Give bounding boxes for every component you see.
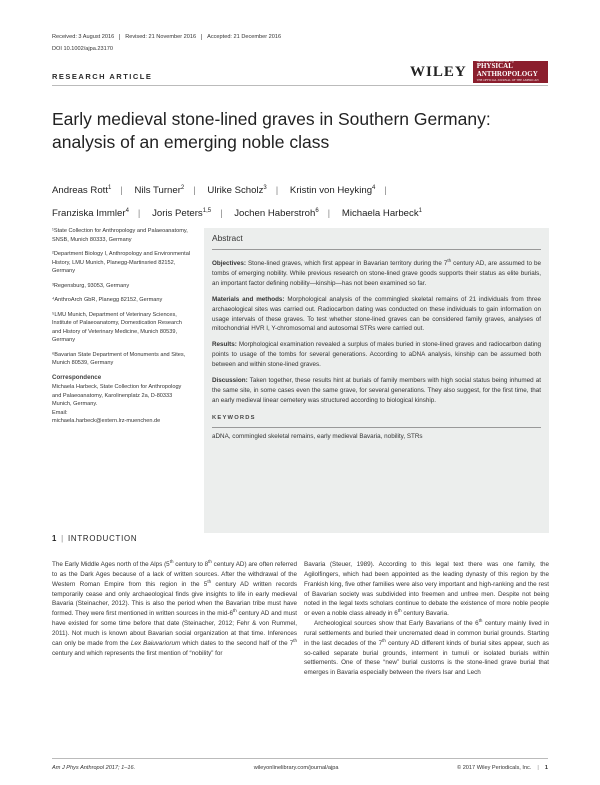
footer-copyright: © 2017 Wiley Periodicals, Inc. bbox=[457, 765, 532, 771]
correspondence-address: Michaela Harbeck, State Collection for Anthropology and Palaeoanatomy, Karolinenplatz 2a, D-80333 Munich, Germany. bbox=[52, 384, 182, 407]
accepted-date: Accepted: 21 December 2016 bbox=[207, 34, 282, 40]
footer-citation: Am J Phys Anthropol 2017; 1–16. bbox=[52, 765, 136, 771]
revised-date: Revised: 21 November 2016 bbox=[125, 34, 202, 40]
ajpa-logo bbox=[473, 58, 548, 86]
body-paragraph: Bavaria (Steuer, 1989). According to this legal text there was one family, the Agilolfingers, which had been appointed as the leading dynasty of this region by the Frankish king, five other families were also very important and high-ranking and the rest of Bavarian society was subdivided into freemen and unfree men. Despite not being noted in the legal texts scholars continue to debate the existence of more noble people or even a noble class already in 6th century Bavaria. bbox=[304, 561, 549, 618]
abstract-box bbox=[204, 228, 549, 533]
author[interactable]: Ulrike Scholz$^3$ bbox=[207, 185, 267, 197]
author[interactable]: Andreas Rott$^1$ bbox=[52, 185, 112, 197]
article-type: RESEARCH ARTICLE bbox=[52, 72, 153, 81]
journal-logo-line3: ANTHROPOLOGY bbox=[476, 69, 538, 78]
article-title bbox=[52, 108, 548, 154]
affiliation: ⁵LMU Munich, Department of Veterinary Sciences, Institute of Palaeoanatomy, Domestication Research and History of Veterinary Medicine, Munich 80539, Germany bbox=[52, 311, 182, 343]
footer-divider bbox=[52, 758, 548, 759]
doi[interactable]: DOI 10.1002/ajpa.23170 bbox=[52, 46, 113, 52]
affiliation: ⁶Bavarian State Department of Monuments and Sites, Munich 80539, Germany bbox=[52, 351, 186, 366]
author[interactable]: Franziska Immler$^4$ bbox=[52, 208, 129, 220]
journal-logo-line2: PHYSICAL bbox=[476, 62, 513, 70]
affiliation: ³Regensburg, 93053, Germany bbox=[52, 282, 130, 289]
body-column-left bbox=[52, 560, 297, 658]
abstract-objectives: Objectives: Stone-lined graves, which first appear in Bavarian territory during the 7th century AD, are assumed to be tombs of emerging nobility. While previous research on stone-lined grave goods supports their status as elite burials, an important factor defining nobility—kinship—has not been examined so far. bbox=[212, 257, 541, 287]
abstract-results: Results: Morphological examination revealed a surplus of males buried in stone-lined graves and radiocarbon dating points to usage of the tombs for several generations. According to aDNA analysis, kinship can be assumed both between and within stone-lined graves. bbox=[212, 341, 541, 369]
author[interactable]: Nils Turner$^2$ bbox=[134, 185, 185, 197]
section-heading: 1 | INTRODUCTION bbox=[52, 534, 138, 543]
article-dates bbox=[52, 34, 372, 40]
keywords: aDNA, commingled skeletal remains, early medieval Bavaria, nobility, STRs bbox=[212, 432, 423, 440]
keywords-heading: KEYWORDS bbox=[212, 414, 541, 428]
title-line-1: Early medieval stone-lined graves in Southern Germany: bbox=[52, 109, 491, 129]
journal-logo-line1: American Journal of bbox=[476, 58, 514, 63]
affiliations bbox=[52, 227, 192, 426]
title-line-2: analysis of an emerging noble class bbox=[52, 132, 330, 152]
body-paragraph: The Early Middle Ages north of the Alps (5th century to 8th century AD) are often referred to as the Dark Ages because of a lack of written sources. After the withdrawal of the Western Roman Empire from this region in the 5th century AD written records temporarily cease and only archaeological finds give insights to life in early medieval Bavaria (Steinacher, 2012). This is also the period when the Bavarian tribe must have formed. They were first mentioned in written sources in the mid-6th century AD and must have existed for some time before that date (Steinacher, 2012; Fehr & von Rummel, 2011). Not much is known about Bavarian social organization at that time. Inferences can only be made from the Lex Baiuvariorum which dates to the second half of the 7th century and which represents the first mention of “nobility” for bbox=[52, 558, 298, 657]
author[interactable]: Kristin von Heyking$^4$ bbox=[289, 185, 376, 197]
affiliation: ⁴AnthroArch GbR, Planegg 82152, Germany bbox=[52, 297, 163, 303]
author[interactable]: Michaela Harbeck$^1$ bbox=[341, 208, 422, 220]
correspondence-email[interactable]: michaela.harbeck@extern.lrz-muenchen.de bbox=[52, 418, 161, 424]
correspondence-heading: Correspondence bbox=[52, 373, 102, 381]
abstract-heading: Abstract bbox=[212, 234, 541, 250]
footer bbox=[52, 765, 548, 771]
header-divider bbox=[52, 85, 548, 86]
received-date: Received: 3 August 2016 bbox=[52, 34, 120, 40]
author-list: Andreas Rott$^1$ | Nils Turner$^2$ | Ulrike Scholz$^3$ | Kristin von Heyking$^4$ | Franziska Immler$^4$ | Joris Peters$^{1,5}$ | Jochen Haberstroh$^6$ | Michaela Harbeck$^1$ bbox=[52, 178, 548, 224]
journal-logo-tagline: THE OFFICIAL JOURNAL OF THE AMERICAN ASSOCIATION OF PHYSICAL ANTHROPOLOGISTS bbox=[476, 78, 546, 86]
footer-right: © 2017 Wiley Periodicals, Inc. | 1 bbox=[457, 765, 548, 771]
affiliation: ¹State Collection for Anthropology and Palaeoanatomy, SNSB, Munich 80333, Germany bbox=[52, 228, 188, 243]
author[interactable]: Jochen Haberstroh$^6$ bbox=[234, 208, 319, 220]
author[interactable]: Joris Peters$^{1,5}$ bbox=[152, 208, 212, 220]
journal-logo bbox=[410, 60, 548, 84]
abstract-methods: Materials and methods: Morphological analysis of the commingled skeletal remains of 21 individuals from three archaeological sites was carried out. Radiocarbon dating was conducted on these individuals to gain information on usage intervals of these graves. To test whether stone-lined graves can be considered family graves, analyses of mitochondrial HVR I, Y-chromosomal and autosomal STRs were carried out. bbox=[212, 295, 541, 333]
page-number: 1 bbox=[544, 765, 548, 771]
footer-url[interactable]: wileyonlinelibrary.com/journal/ajpa bbox=[253, 765, 339, 771]
correspondence-email-label: Email: bbox=[52, 409, 68, 416]
abstract-discussion: Discussion: Taken together, these results hint at burials of family members with high social status being inhumed at the same site, in some cases even the same grave, for several generations. They also suggest, for the first time, that an early medieval linear cemetery was structured according to biological kinship. bbox=[212, 377, 541, 404]
body-column-right bbox=[304, 560, 549, 678]
publisher-logo: WILEY bbox=[410, 63, 467, 80]
body-paragraph: Archeological sources show that Early Bavarians of the 6th century mainly lived in rural settlements and buried their uncremated dead in common burial grounds. Starting in the last decades of the 7th century AD different kinds of burial sites appear, such as so-called separate burial grounds, interment in tumuli or isolated burials within settlements. One of these “new” burial customs is the stone-lined grave burial that emerges in Bavaria especially between the rivers Isar and Lech bbox=[304, 617, 549, 677]
affiliation: ²Department Biology I, Anthropology and Environmental History, LMU Munich, Planegg-Martinsried 82152, Germany bbox=[52, 251, 191, 274]
